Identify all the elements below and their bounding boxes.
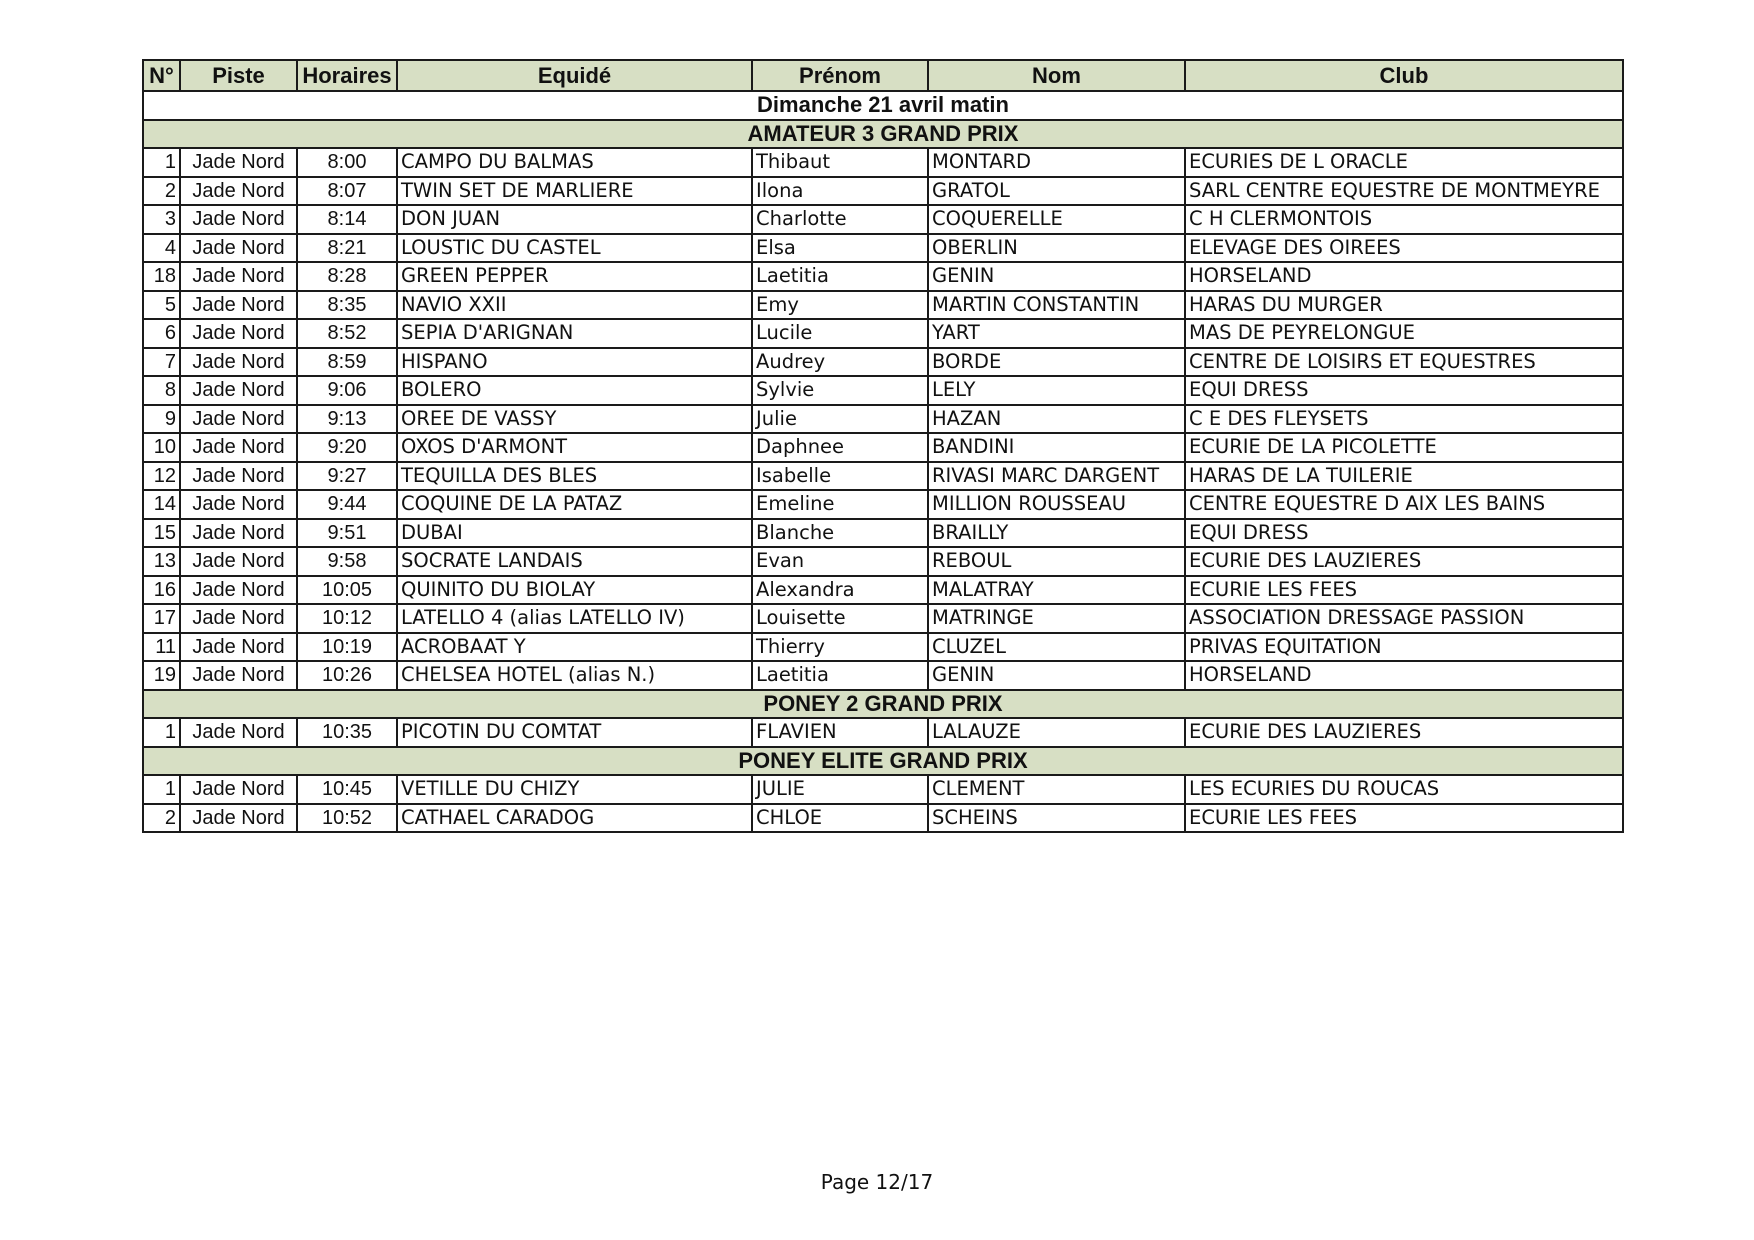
cell-club: ASSOCIATION DRESSAGE PASSION — [1185, 604, 1623, 633]
cell-nom: MARTIN CONSTANTIN — [928, 291, 1185, 320]
col-header-equide: Equidé — [397, 60, 752, 91]
cell-equide: CATHAEL CARADOG — [397, 804, 752, 833]
cell-number: 11 — [143, 633, 180, 662]
table-row — [143, 177, 1623, 206]
cell-nom: COQUERELLE — [928, 205, 1185, 234]
cell-nom: GENIN — [928, 661, 1185, 690]
cell-equide: VETILLE DU CHIZY — [397, 775, 752, 804]
cell-horaire: 9:44 — [297, 490, 397, 519]
cell-horaire: 10:52 — [297, 804, 397, 833]
start-list-table-container — [142, 59, 1622, 833]
cell-nom: OBERLIN — [928, 234, 1185, 263]
cell-horaire: 8:21 — [297, 234, 397, 263]
cell-prenom: Thibaut — [752, 148, 928, 177]
table-row — [143, 718, 1623, 747]
cell-piste: Jade Nord — [180, 633, 297, 662]
cell-horaire: 9:13 — [297, 405, 397, 434]
cell-nom: RIVASI MARC DARGENT — [928, 462, 1185, 491]
cell-piste: Jade Nord — [180, 177, 297, 206]
cell-nom: CLUZEL — [928, 633, 1185, 662]
cell-equide: CAMPO DU BALMAS — [397, 148, 752, 177]
cell-prenom: Elsa — [752, 234, 928, 263]
cell-number: 18 — [143, 262, 180, 291]
cell-nom: MILLION ROUSSEAU — [928, 490, 1185, 519]
cell-horaire: 10:19 — [297, 633, 397, 662]
table-row — [143, 205, 1623, 234]
section-heading-row — [143, 120, 1623, 149]
cell-number: 5 — [143, 291, 180, 320]
cell-equide: ACROBAAT Y — [397, 633, 752, 662]
cell-piste: Jade Nord — [180, 319, 297, 348]
cell-prenom: Charlotte — [752, 205, 928, 234]
cell-number: 19 — [143, 661, 180, 690]
cell-number: 7 — [143, 348, 180, 377]
cell-equide: TEQUILLA DES BLES — [397, 462, 752, 491]
cell-club: HORSELAND — [1185, 262, 1623, 291]
cell-prenom: CHLOE — [752, 804, 928, 833]
col-header-piste: Piste — [180, 60, 297, 91]
cell-number: 17 — [143, 604, 180, 633]
cell-nom: HAZAN — [928, 405, 1185, 434]
cell-piste: Jade Nord — [180, 433, 297, 462]
cell-horaire: 10:26 — [297, 661, 397, 690]
section-title: AMATEUR 3 GRAND PRIX — [143, 120, 1623, 149]
col-header-number: N° — [143, 60, 180, 91]
cell-piste: Jade Nord — [180, 576, 297, 605]
table-row — [143, 234, 1623, 263]
cell-horaire: 9:58 — [297, 547, 397, 576]
cell-nom: BANDINI — [928, 433, 1185, 462]
cell-nom: REBOUL — [928, 547, 1185, 576]
start-list-table — [142, 59, 1624, 833]
table-row — [143, 291, 1623, 320]
cell-prenom: Thierry — [752, 633, 928, 662]
cell-prenom: FLAVIEN — [752, 718, 928, 747]
table-row — [143, 490, 1623, 519]
cell-equide: NAVIO XXII — [397, 291, 752, 320]
table-row — [143, 433, 1623, 462]
cell-prenom: Ilona — [752, 177, 928, 206]
cell-horaire: 10:12 — [297, 604, 397, 633]
cell-number: 16 — [143, 576, 180, 605]
cell-piste: Jade Nord — [180, 234, 297, 263]
cell-nom: LELY — [928, 376, 1185, 405]
cell-prenom: Audrey — [752, 348, 928, 377]
cell-club: ECURIE DES LAUZIERES — [1185, 718, 1623, 747]
cell-number: 14 — [143, 490, 180, 519]
cell-number: 3 — [143, 205, 180, 234]
cell-equide: HISPANO — [397, 348, 752, 377]
cell-equide: SOCRATE LANDAIS — [397, 547, 752, 576]
cell-piste: Jade Nord — [180, 661, 297, 690]
cell-prenom: JULIE — [752, 775, 928, 804]
cell-club: ECURIE DE LA PICOLETTE — [1185, 433, 1623, 462]
cell-number: 8 — [143, 376, 180, 405]
cell-horaire: 9:27 — [297, 462, 397, 491]
cell-club: HARAS DU MURGER — [1185, 291, 1623, 320]
cell-nom: BORDE — [928, 348, 1185, 377]
table-row — [143, 661, 1623, 690]
cell-horaire: 10:45 — [297, 775, 397, 804]
table-row — [143, 319, 1623, 348]
cell-club: ECURIE DES LAUZIERES — [1185, 547, 1623, 576]
table-row — [143, 262, 1623, 291]
cell-prenom: Alexandra — [752, 576, 928, 605]
cell-horaire: 8:59 — [297, 348, 397, 377]
table-row — [143, 348, 1623, 377]
cell-piste: Jade Nord — [180, 775, 297, 804]
day-heading-row — [143, 91, 1623, 120]
cell-prenom: Daphnee — [752, 433, 928, 462]
cell-equide: CHELSEA HOTEL (alias N.) — [397, 661, 752, 690]
cell-piste: Jade Nord — [180, 547, 297, 576]
cell-horaire: 10:05 — [297, 576, 397, 605]
cell-number: 1 — [143, 148, 180, 177]
cell-horaire: 10:35 — [297, 718, 397, 747]
cell-equide: DON JUAN — [397, 205, 752, 234]
cell-equide: QUINITO DU BIOLAY — [397, 576, 752, 605]
cell-equide: SEPIA D'ARIGNAN — [397, 319, 752, 348]
cell-piste: Jade Nord — [180, 291, 297, 320]
cell-prenom: Blanche — [752, 519, 928, 548]
cell-piste: Jade Nord — [180, 604, 297, 633]
day-heading: Dimanche 21 avril matin — [143, 91, 1623, 120]
table-row — [143, 804, 1623, 833]
cell-prenom: Julie — [752, 405, 928, 434]
cell-club: ECURIES DE L ORACLE — [1185, 148, 1623, 177]
cell-horaire: 8:35 — [297, 291, 397, 320]
page-number: Page 12/17 — [820, 1170, 934, 1194]
table-row — [143, 148, 1623, 177]
table-body — [143, 91, 1623, 832]
cell-piste: Jade Nord — [180, 462, 297, 491]
cell-equide: LATELLO 4 (alias LATELLO IV) — [397, 604, 752, 633]
cell-number: 15 — [143, 519, 180, 548]
col-header-horaires: Horaires — [297, 60, 397, 91]
cell-prenom: Isabelle — [752, 462, 928, 491]
cell-equide: DUBAI — [397, 519, 752, 548]
header-row — [143, 60, 1623, 91]
cell-piste: Jade Nord — [180, 490, 297, 519]
table-row — [143, 576, 1623, 605]
cell-club: HARAS DE LA TUILERIE — [1185, 462, 1623, 491]
cell-club: ECURIE LES FEES — [1185, 576, 1623, 605]
cell-nom: MALATRAY — [928, 576, 1185, 605]
cell-horaire: 8:07 — [297, 177, 397, 206]
cell-prenom: Emeline — [752, 490, 928, 519]
cell-nom: SCHEINS — [928, 804, 1185, 833]
cell-piste: Jade Nord — [180, 804, 297, 833]
cell-horaire: 8:52 — [297, 319, 397, 348]
cell-number: 10 — [143, 433, 180, 462]
section-heading-row — [143, 747, 1623, 776]
cell-horaire: 8:14 — [297, 205, 397, 234]
cell-piste: Jade Nord — [180, 348, 297, 377]
cell-club: CENTRE EQUESTRE D AIX LES BAINS — [1185, 490, 1623, 519]
cell-number: 4 — [143, 234, 180, 263]
cell-number: 2 — [143, 177, 180, 206]
cell-club: SARL CENTRE EQUESTRE DE MONTMEYRE — [1185, 177, 1623, 206]
cell-number: 6 — [143, 319, 180, 348]
cell-club: C H CLERMONTOIS — [1185, 205, 1623, 234]
cell-piste: Jade Nord — [180, 405, 297, 434]
cell-piste: Jade Nord — [180, 148, 297, 177]
cell-nom: CLEMENT — [928, 775, 1185, 804]
cell-piste: Jade Nord — [180, 519, 297, 548]
cell-nom: LALAUZE — [928, 718, 1185, 747]
cell-prenom: Laetitia — [752, 262, 928, 291]
cell-equide: TWIN SET DE MARLIERE — [397, 177, 752, 206]
table-row — [143, 547, 1623, 576]
cell-nom: MATRINGE — [928, 604, 1185, 633]
cell-number: 1 — [143, 718, 180, 747]
table-row — [143, 775, 1623, 804]
cell-club: C E DES FLEYSETS — [1185, 405, 1623, 434]
table-row — [143, 519, 1623, 548]
cell-horaire: 9:51 — [297, 519, 397, 548]
cell-equide: COQUINE DE LA PATAZ — [397, 490, 752, 519]
col-header-nom: Nom — [928, 60, 1185, 91]
cell-prenom: Louisette — [752, 604, 928, 633]
cell-club: CENTRE DE LOISIRS ET EQUESTRES — [1185, 348, 1623, 377]
cell-club: EQUI DRESS — [1185, 376, 1623, 405]
cell-equide: BOLERO — [397, 376, 752, 405]
cell-prenom: Laetitia — [752, 661, 928, 690]
cell-horaire: 9:20 — [297, 433, 397, 462]
cell-horaire: 8:28 — [297, 262, 397, 291]
cell-number: 1 — [143, 775, 180, 804]
table-row — [143, 604, 1623, 633]
cell-number: 13 — [143, 547, 180, 576]
cell-club: MAS DE PEYRELONGUE — [1185, 319, 1623, 348]
cell-club: ELEVAGE DES OIREES — [1185, 234, 1623, 263]
cell-nom: GENIN — [928, 262, 1185, 291]
table-row — [143, 376, 1623, 405]
cell-equide: OREE DE VASSY — [397, 405, 752, 434]
section-title: PONEY ELITE GRAND PRIX — [143, 747, 1623, 776]
cell-piste: Jade Nord — [180, 718, 297, 747]
cell-nom: MONTARD — [928, 148, 1185, 177]
table-row — [143, 633, 1623, 662]
cell-club: LES ECURIES DU ROUCAS — [1185, 775, 1623, 804]
cell-number: 2 — [143, 804, 180, 833]
cell-prenom: Sylvie — [752, 376, 928, 405]
table-row — [143, 405, 1623, 434]
cell-piste: Jade Nord — [180, 205, 297, 234]
section-heading-row — [143, 690, 1623, 719]
cell-horaire: 9:06 — [297, 376, 397, 405]
cell-piste: Jade Nord — [180, 376, 297, 405]
cell-nom: BRAILLY — [928, 519, 1185, 548]
cell-horaire: 8:00 — [297, 148, 397, 177]
cell-prenom: Lucile — [752, 319, 928, 348]
cell-equide: GREEN PEPPER — [397, 262, 752, 291]
cell-nom: GRATOL — [928, 177, 1185, 206]
cell-club: ECURIE LES FEES — [1185, 804, 1623, 833]
cell-club: PRIVAS EQUITATION — [1185, 633, 1623, 662]
cell-piste: Jade Nord — [180, 262, 297, 291]
cell-equide: OXOS D'ARMONT — [397, 433, 752, 462]
cell-club: EQUI DRESS — [1185, 519, 1623, 548]
cell-prenom: Emy — [752, 291, 928, 320]
cell-club: HORSELAND — [1185, 661, 1623, 690]
cell-number: 12 — [143, 462, 180, 491]
cell-prenom: Evan — [752, 547, 928, 576]
cell-equide: PICOTIN DU COMTAT — [397, 718, 752, 747]
table-row — [143, 462, 1623, 491]
col-header-prenom: Prénom — [752, 60, 928, 91]
cell-equide: LOUSTIC DU CASTEL — [397, 234, 752, 263]
section-title: PONEY 2 GRAND PRIX — [143, 690, 1623, 719]
col-header-club: Club — [1185, 60, 1623, 91]
cell-number: 9 — [143, 405, 180, 434]
cell-nom: YART — [928, 319, 1185, 348]
